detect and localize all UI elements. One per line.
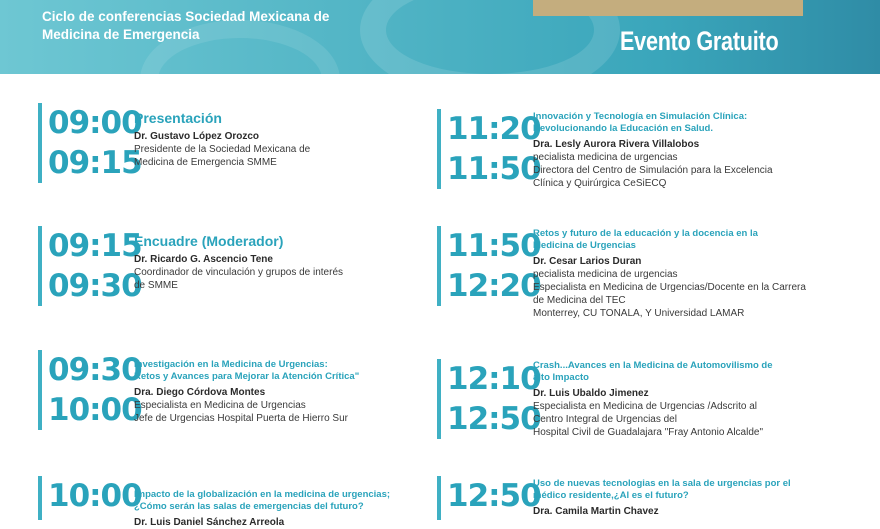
time-accent-bar [38, 103, 42, 183]
session-title: Uso de nuevas tecnologias en la sala de urgencias por el [533, 478, 791, 489]
time-range [48, 103, 142, 183]
session-title: médico residente,¿Al es el futuro? [533, 490, 689, 501]
end-time: 11:50 [447, 151, 541, 187]
speaker-name: Dr. Cesar Larios Duran [533, 256, 642, 267]
speaker-name: Dr. Luis Daniel Sánchez Arreola [134, 517, 285, 528]
speaker-role: Hospital Civil de Guadalajara "Fray Antonio Alcalde" [533, 427, 763, 438]
session-title: alto Impacto [533, 372, 589, 383]
time-accent-bar [437, 109, 441, 189]
time-accent-bar [437, 476, 441, 520]
time-range [447, 476, 541, 516]
end-time: 12:20 [447, 268, 541, 304]
start-time: 12:50 [447, 478, 541, 514]
start-time: 09:15 [48, 228, 142, 264]
end-time: 09:30 [48, 268, 142, 304]
speaker-name: Dr. Gustavo López Orozco [134, 131, 260, 142]
start-time: 11:50 [447, 228, 541, 264]
time-accent-bar [38, 350, 42, 430]
session-title: Presentación [134, 110, 222, 126]
end-time: 12:50 [447, 401, 541, 437]
session-title: ¿Cómo serán las salas de emergencias del futuro? [134, 501, 364, 512]
header-banner [0, 0, 880, 74]
speaker-role: Centro Integral de Urgencias del [533, 414, 677, 425]
session-title: Medicina de Urgencias [533, 240, 636, 251]
time-range [48, 226, 142, 306]
speaker-role: Especialista en Medicina de Urgencias /Adscrito al [533, 401, 757, 412]
speaker-name: Dra. Diego Córdova Montes [134, 387, 266, 398]
session-title: Revolucionando la Educación en Salud. [533, 123, 714, 134]
time-range [447, 109, 541, 189]
speaker-name: Dra. Lesly Aurora Rivera Villalobos [533, 139, 700, 150]
time-range [447, 226, 541, 306]
time-accent-bar [437, 226, 441, 306]
end-time: 09:15 [48, 145, 142, 181]
speaker-role: Directora del Centro de Simulación para la Excelencia [533, 165, 773, 176]
time-accent-bar [437, 359, 441, 439]
speaker-role: Medicina de Emergencia SMME [134, 157, 277, 168]
end-time: 10:00 [48, 392, 142, 428]
time-accent-bar [38, 226, 42, 306]
session-title: Innovación y Tecnología en Simulación Clínica: [533, 111, 748, 122]
session-title: Investigación en la Medicina de Urgencias: [134, 359, 328, 370]
speaker-role: Jefe de Urgencias Hospital Puerta de Hierro Sur [134, 413, 348, 424]
speaker-name: Dr. Luis Ubaldo Jimenez [533, 388, 649, 399]
decorative-strip [533, 0, 803, 16]
speaker-role: pecialista medicina de urgencias [533, 269, 678, 280]
speaker-name: Dr. Ricardo G. Ascencio Tene [134, 254, 273, 265]
speaker-role: Especialista en Medicina de Urgencias/Docente en la Carrera [533, 282, 806, 293]
session-title: Encuadre (Moderador) [134, 233, 284, 249]
session-title: Retos y Avances para Mejorar la Atención Crítica" [134, 371, 360, 382]
time-range [447, 359, 541, 439]
time-accent-bar [38, 476, 42, 520]
event-series-title: Ciclo de conferencias Sociedad Mexicana de Medicina de Emergencia [42, 9, 330, 42]
start-time: 09:30 [48, 352, 142, 388]
session-title: Retos y futuro de la educación y la docencia en la [533, 228, 758, 239]
speaker-role: pecialista medicina de urgencias [533, 152, 678, 163]
time-range [48, 350, 142, 430]
speaker-role: Monterrey, CU TONALA, Y Universidad LAMAR [533, 308, 745, 319]
session-title: Impacto de la globalización en la medicina de urgencias; [134, 489, 391, 500]
speaker-role: Clínica y Quirúrgica CeSiECQ [533, 178, 667, 189]
speaker-name: Dra. Camila Martin Chavez [533, 506, 659, 517]
speaker-role: Presidente de la Sociedad Mexicana de [134, 144, 311, 155]
start-time: 10:00 [48, 478, 142, 514]
speaker-role: de Medicina del TEC [533, 295, 626, 306]
speaker-role: Especialista en Medicina de Urgencias [134, 400, 306, 411]
speaker-role: de SMME [134, 280, 178, 291]
time-range [48, 476, 142, 516]
start-time: 11:20 [447, 111, 541, 147]
session-title: Crash...Avances en la Medicina de Automovilismo de [533, 360, 773, 371]
start-time: 09:00 [48, 105, 142, 141]
free-event-badge: Evento Gratuito [620, 26, 779, 56]
start-time: 12:10 [447, 361, 541, 397]
speaker-role: Coordinador de vinculación y grupos de interés [134, 267, 344, 278]
